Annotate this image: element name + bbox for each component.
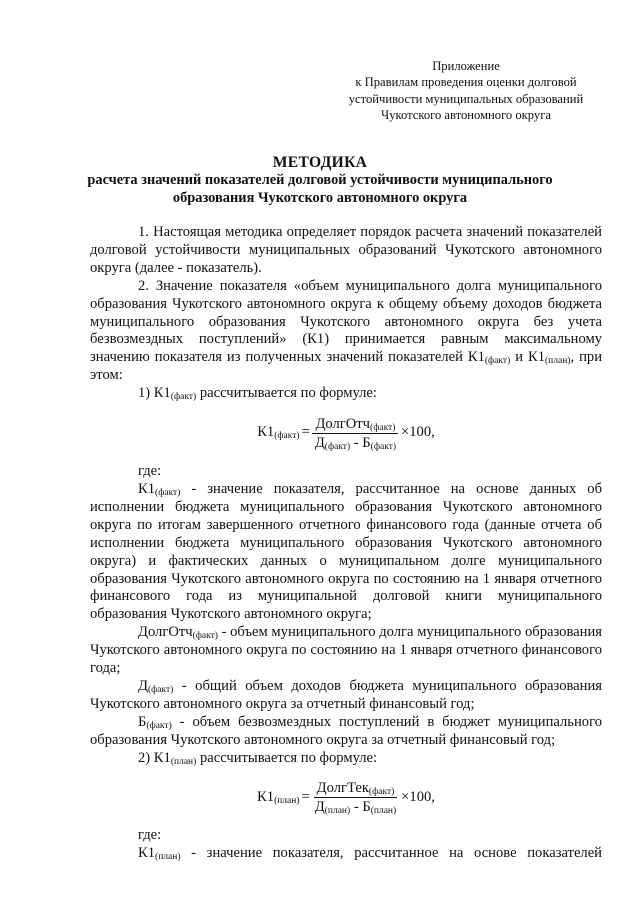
- appendix-line-3: устойчивости муниципальных образований: [348, 91, 584, 106]
- paragraph-2-sub-plan: (план): [545, 356, 571, 367]
- formula-2-numerator: [314, 780, 398, 798]
- formula-2-den-a: Д: [314, 798, 325, 815]
- paragraph-2-sub-fact: (факт): [484, 356, 511, 367]
- paragraph-2-text: 2. Значение показателя «объем муниципального долга муниципального образования Чукотского автономного округа к общему объему доходов бюджета муниципального образования Чукотского автономного округа без учета безвозмездных поступлений» (К1) принимается равным максимальному значению показателя из полученных значений показателей К1: [90, 277, 602, 366]
- definition-d: [90, 678, 602, 714]
- where-label-2: где:: [138, 827, 162, 844]
- formula-2-num-symbol: ДолгТек: [316, 779, 369, 796]
- formula-1: [90, 403, 602, 463]
- formula-1-den-minus: - Б: [350, 434, 371, 451]
- formula-1-den-a-sub: (факт): [324, 441, 351, 452]
- paragraph-2-and: и К1: [510, 349, 546, 366]
- formula-2-denominator: [312, 798, 399, 815]
- item-1: [90, 385, 602, 403]
- formula-1-lhs-symbol: К1: [257, 424, 275, 441]
- item-1-sub: (факт): [170, 392, 197, 403]
- appendix-line-2: к Правилам проведения оценки долговой: [355, 75, 577, 90]
- title-heading: МЕТОДИКА: [272, 154, 368, 171]
- dolgotch-sub: (факт): [192, 631, 218, 642]
- formula-2-lhs-symbol: К1: [257, 788, 275, 805]
- paragraph-1: 1. Настоящая методика определяет порядок расчета значений показателей долговой устойчивости муниципальных образований Чукотского автономного округа (далее - показатель).: [90, 224, 602, 276]
- b-term: Б: [138, 713, 147, 730]
- formula-2-den-minus: - Б: [350, 798, 371, 815]
- item-2: [90, 750, 602, 768]
- formula-1-num-sub: (факт): [370, 422, 396, 433]
- document-body: [90, 224, 602, 881]
- k1-fact-term: К1: [138, 480, 156, 497]
- formula-1-den-a: Д: [314, 434, 325, 451]
- formula-2-lhs-sub: (план): [274, 795, 300, 806]
- b-sub: (факт): [146, 720, 172, 731]
- document-title: [0, 154, 640, 207]
- paragraph-2: [90, 278, 602, 385]
- formula-1-denominator: [312, 434, 399, 451]
- formula-1-fraction: [312, 416, 399, 451]
- formula-2-num-sub: (факт): [368, 786, 395, 797]
- item-2-label: 2) К1: [138, 749, 171, 766]
- title-subtitle-1: расчета значений показателей долговой устойчивости муниципального: [87, 172, 553, 188]
- where-label-1: где:: [138, 463, 162, 480]
- formula-2-fraction: [312, 780, 399, 815]
- k1-plan-description: - значение показателя, рассчитанное на основе показателей: [180, 845, 602, 862]
- d-description: - общий объем доходов бюджета муниципального образования Чукотского автономного округа за отчетный финансовый год;: [90, 677, 602, 712]
- appendix-line-1: Приложение: [432, 59, 500, 73]
- title-subtitle-2: образования Чукотского автономного округа: [172, 189, 468, 206]
- dolgotch-description: - объем муниципального долга муниципального образования Чукотского автономного округа по состоянию на 1 января отчетного финансового года;: [90, 624, 602, 677]
- item-2-sub: (план): [170, 756, 197, 767]
- formula-1-equals: =: [301, 424, 310, 441]
- formula-1-lhs-sub: (факт): [274, 431, 300, 442]
- item-2-text: рассчитывается по формуле:: [196, 749, 378, 766]
- definition-dolgotch: [90, 624, 602, 678]
- formula-2-lhs: [257, 789, 299, 807]
- item-1-label: 1) К1: [138, 385, 171, 402]
- formula-1-numerator: [312, 416, 398, 434]
- b-description: - объем безвозмездных поступлений в бюджет муниципального образования Чукотского автономного округа за отчетный финансовый год;: [90, 713, 602, 748]
- formula-1-den-b-sub: (факт): [370, 441, 397, 452]
- item-1-text: рассчитывается по формуле:: [196, 385, 377, 402]
- d-term: Д: [138, 677, 148, 694]
- dolgotch-term: ДолгОтч: [138, 624, 193, 641]
- k1-fact-sub: (факт): [155, 487, 181, 498]
- appendix-line-4: Чукотского автономного округа: [381, 107, 551, 122]
- k1-plan-term: К1: [138, 845, 156, 862]
- definition-k1-fact: [90, 481, 602, 624]
- k1-fact-description: - значение показателя, рассчитанное на основе данных об исполнении бюджета муниципального образования Чукотского автономного округа по итогам завершенного отчетного финансового года (данные отчета об исполнении бюджета муниципального образования Чукотского автономного округа) и фактических данных о муниципальном долге муниципального образования Чукотского автономного округа по состоянию на 1 января отчетного финансового года из муниципальной долговой книги муниципального образования Чукотского автономного округа;: [90, 480, 602, 623]
- formula-2-den-b-sub: (план): [370, 805, 397, 816]
- formula-2-equals: =: [301, 788, 310, 805]
- formula-1-num-symbol: ДолгОтч: [315, 415, 371, 432]
- formula-1-tail: ×100,: [401, 424, 435, 441]
- definition-b: [90, 714, 602, 750]
- appendix-note: [330, 58, 602, 123]
- paragraph-2-end: , при этом:: [90, 349, 603, 384]
- d-sub: (факт): [147, 684, 174, 695]
- formula-2: [90, 767, 602, 827]
- definition-k1-plan: [90, 845, 602, 881]
- formula-1-lhs: [257, 424, 299, 442]
- formula-2-den-a-sub: (план): [324, 805, 351, 816]
- formula-2-tail: ×100,: [401, 788, 435, 805]
- k1-plan-sub: (план): [155, 852, 181, 863]
